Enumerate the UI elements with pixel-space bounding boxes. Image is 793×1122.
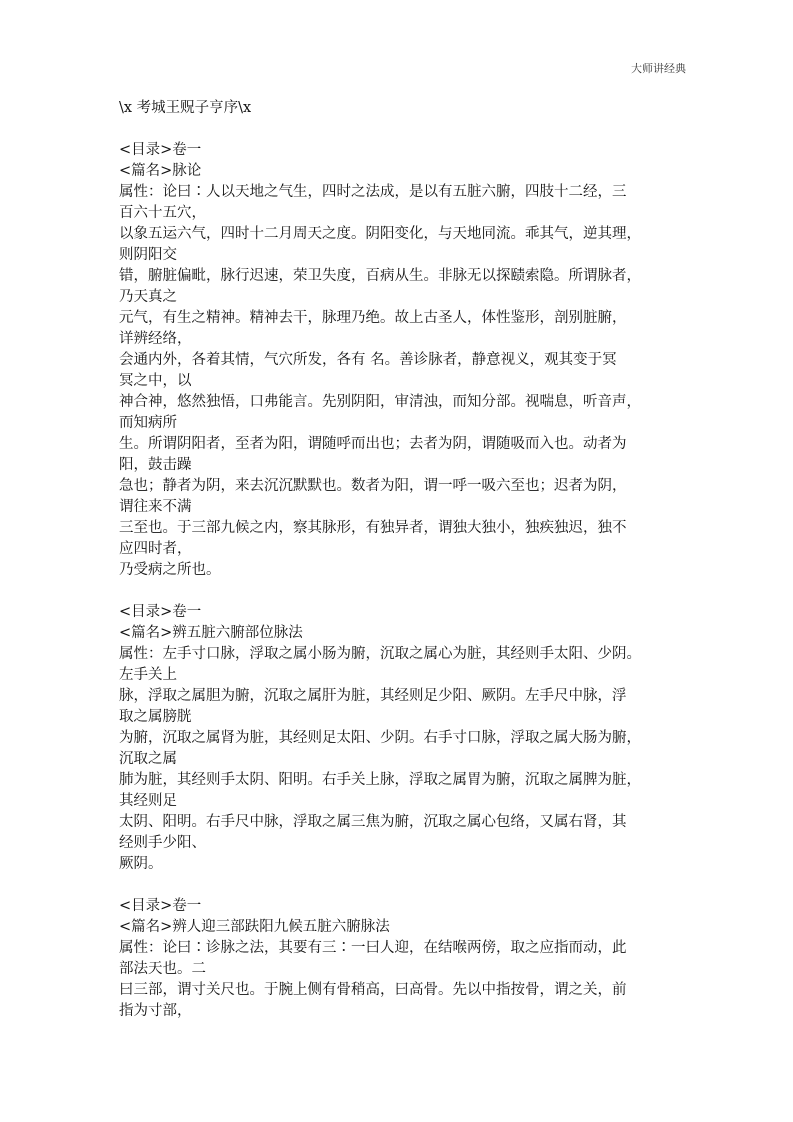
text-line: 元气，有生之精神。精神去干，脉理乃绝。故上古圣人，体性鉴形，剖别脏腑， <box>119 310 627 326</box>
text-line: 谓往来不满 <box>119 499 192 515</box>
page-header: 大师讲经典 <box>631 62 686 75</box>
text-line: 肺为脏，其经则手太阴、阳明。右手关上脉，浮取之属胃为腑，沉取之属脾为脏， <box>119 772 641 788</box>
text-line: 乃受病之所也。 <box>119 562 221 578</box>
catalog-label: <目录>卷一 <box>119 898 202 914</box>
text-line: 为腑，沉取之属肾为脏，其经则足太阳、少阴。右手寸口脉，浮取之属大肠为腑， <box>119 730 641 746</box>
text-line: 应四时者， <box>119 541 192 557</box>
text-line: 其经则足 <box>119 793 177 809</box>
spacer <box>119 581 689 602</box>
catalog-label: <目录>卷一 <box>119 604 202 620</box>
text-line: 指为寸部， <box>119 1003 192 1019</box>
text-line: 错，腑脏偏毗，脉行迟速，荣卫失度，百病从生。非脉无以探赜索隐。所谓脉者， <box>119 268 641 284</box>
text-line: 而知病所 <box>119 415 177 431</box>
section-3 <box>119 896 689 1022</box>
text-line: 取之属膀胱 <box>119 709 192 725</box>
spacer <box>119 119 689 140</box>
text-line: 详辨经络， <box>119 331 192 347</box>
spacer <box>119 875 689 896</box>
text-line: 冥之中，以 <box>119 373 192 389</box>
catalog-label: <目录>卷一 <box>119 142 202 158</box>
text-line: 以象五运六气，四时十二月周天之度。阴阳变化，与天地同流。乖其气，逆其理， <box>119 226 641 242</box>
text-line: 乃天真之 <box>119 289 177 305</box>
chapter-title: <篇名>脉论 <box>119 163 202 179</box>
text-line: 神合神，悠然独悟，口弗能言。先别阴阳，审清浊，而知分部。视喘息，听音声， <box>119 394 641 410</box>
section-1 <box>119 140 689 581</box>
text-line: 急也；静者为阴，来去沉沉默默也。数者为阳，谓一呼一吸六至也；迟者为阴， <box>119 478 627 494</box>
text-line: 生。所谓阴阳者，至者为阳，谓随呼而出也；去者为阴，谓随吸而入也。动者为 <box>119 436 627 452</box>
document-title: \x 考城王贶子亨序\x <box>119 100 252 116</box>
text-line: 左手关上 <box>119 667 177 683</box>
text-line: 沉取之属 <box>119 751 177 767</box>
text-line: 属性：论曰∶人以天地之气生，四时之法成，是以有五脏六腑，四肢十二经，三 <box>119 184 627 200</box>
document-body <box>119 98 689 1022</box>
text-line: 百六十五穴， <box>119 205 206 221</box>
text-line: 部法天也。二 <box>119 961 206 977</box>
text-line: 属性：左手寸口脉，浮取之属小肠为腑，沉取之属心为脏，其经则手太阳、少阴。 <box>119 646 641 662</box>
text-line: 会通内外，各着其情，气穴所发，各有 名。善诊脉者，静意视义，观其变于冥 <box>119 352 617 368</box>
text-line: 太阴、阳明。右手尺中脉，浮取之属三焦为腑，沉取之属心包络，又属右肾，其 <box>119 814 627 830</box>
text-line: 三至也。于三部九候之内，察其脉形，有独异者，谓独大独小，独疾独迟，独不 <box>119 520 627 536</box>
text-line: 阳，鼓击躁 <box>119 457 192 473</box>
chapter-title: <篇名>辨人迎三部趺阳九候五脏六腑脉法 <box>119 919 390 935</box>
text-line: 厥阴。 <box>119 856 163 872</box>
text-line: 曰三部，谓寸关尺也。于腕上侧有骨稍高，曰高骨。先以中指按骨，谓之关，前 <box>119 982 627 998</box>
text-line: 属性：论曰∶诊脉之法，其要有三∶一曰人迎，在结喉两傍，取之应指而动，此 <box>119 940 627 956</box>
section-2 <box>119 602 689 875</box>
chapter-title: <篇名>辨五脏六腑部位脉法 <box>119 625 303 641</box>
text-line: 经则手少阳、 <box>119 835 206 851</box>
text-line: 脉，浮取之属胆为腑，沉取之属肝为脏，其经则足少阳、厥阴。左手尺中脉，浮 <box>119 688 627 704</box>
text-line: 则阴阳交 <box>119 247 177 263</box>
